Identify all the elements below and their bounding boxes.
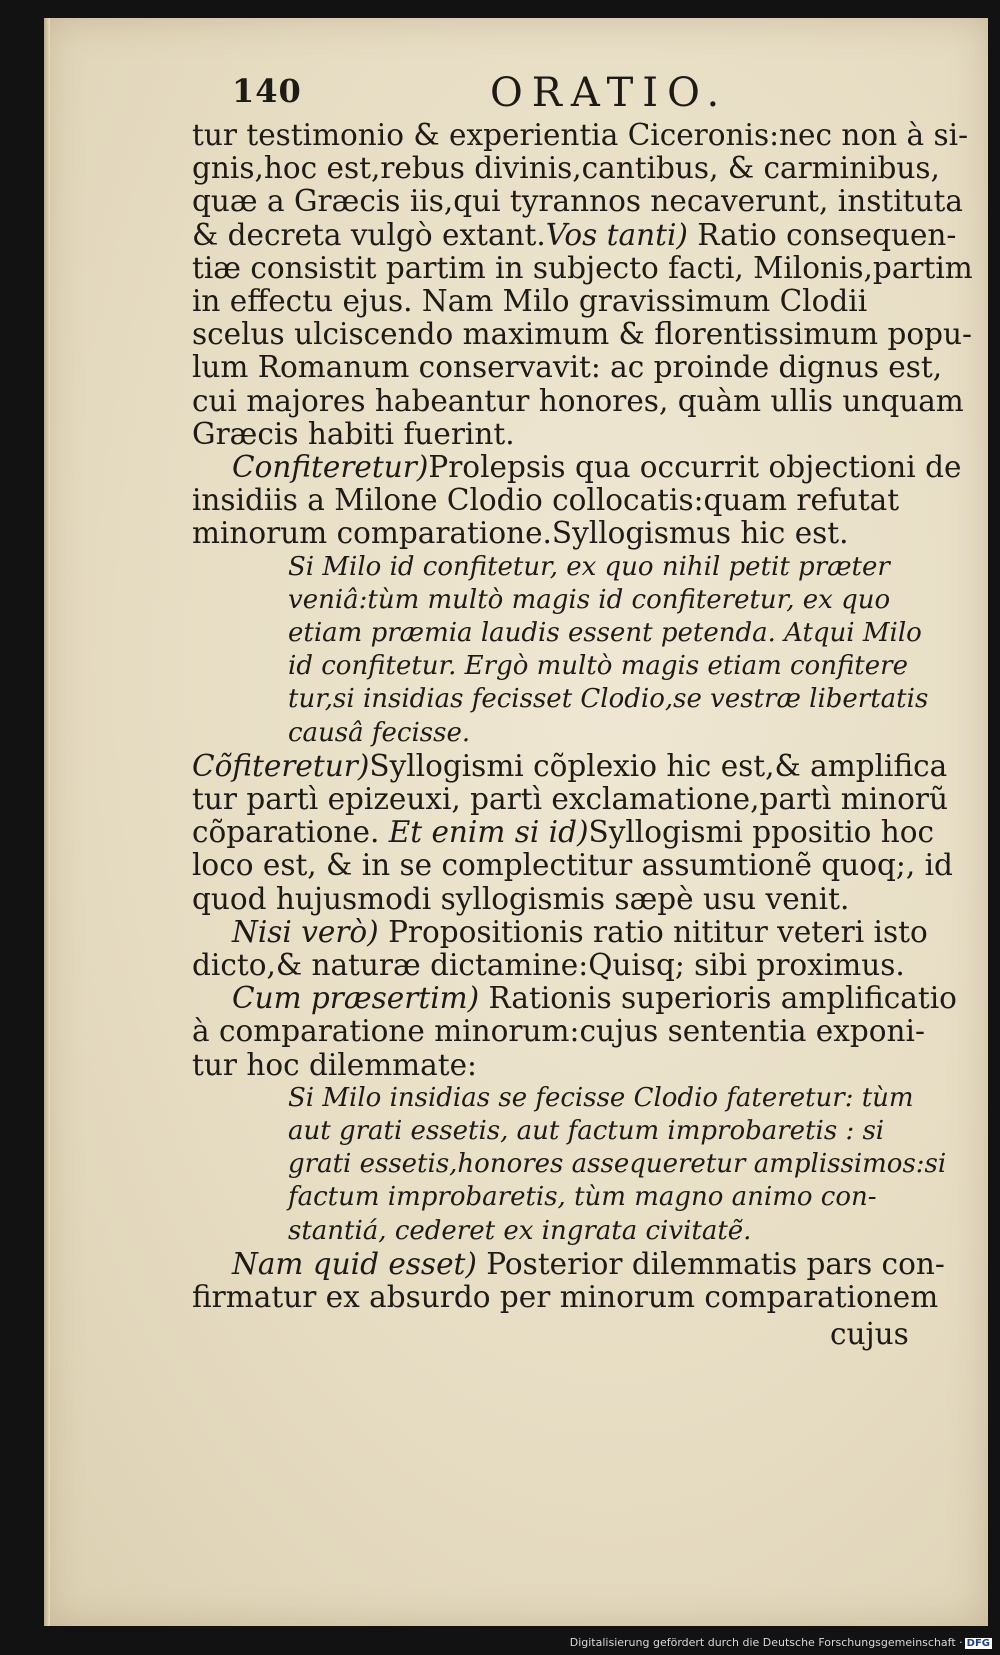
text-line (192, 350, 942, 384)
line-text-rest: Propositionis ratio nititur veteri isto (378, 914, 928, 949)
text-line (192, 848, 953, 882)
line-text: Si Milo insidias se fecisse Clodio fateretur: tùm (288, 1082, 914, 1113)
line-text: & decreta vulgò extant. (192, 217, 546, 252)
text-line (192, 417, 515, 451)
lemma: Cõfiteretur) (192, 748, 370, 783)
quoted-line (288, 649, 908, 683)
line-text: Græcis habiti fuerint. (192, 416, 515, 451)
line-text: tur,si insidias fecisset Clodio,se vestræ libertatis (288, 684, 929, 715)
line-text: grati essetis,honores assequeretur amplissimos:si (288, 1149, 947, 1180)
line-text: Si Milo id confitetur, ex quo nihil petit præter (288, 551, 890, 582)
quoted-line (288, 1180, 877, 1214)
text-line (192, 516, 849, 550)
text-line (192, 284, 867, 318)
text-line (232, 450, 961, 484)
text-line (192, 218, 956, 252)
line-text: aut grati essetis, aut factum improbaretis : si (288, 1116, 885, 1146)
page-gutter (44, 18, 50, 1626)
text-line (192, 251, 973, 285)
text-line (232, 1247, 945, 1281)
text-line (232, 915, 928, 949)
page-header (150, 70, 910, 120)
line-text: in effectu ejus. Nam Milo gravissimum Clodii (192, 284, 868, 318)
text-line (192, 118, 968, 152)
credit-text: Digitalisierung gefördert durch die Deutsche Forschungsgemeinschaft · (569, 1636, 963, 1649)
line-text-rest: Rationis superioris amplificatio (479, 981, 957, 1016)
line-text: firmatur ex absurdo per minorum comparationem (192, 1280, 939, 1314)
line-text-rest: Syllogismi ppositio hoc (588, 815, 935, 850)
line-text: cui majores habeantur honores, quàm ullis unquam (192, 383, 964, 418)
quoted-line (288, 616, 922, 650)
line-text: causâ fecisse. (288, 717, 471, 748)
line-text-rest: Prolepsis qua occurrit objectioni de (428, 450, 962, 484)
line-text: id confitetur. Ergò multò magis etiam confitere (288, 651, 908, 682)
quoted-line (288, 716, 470, 750)
quoted-line (288, 1081, 914, 1115)
line-text: cõparatione. (192, 815, 380, 850)
line-text-rest: Syllogismi cõplexio hic est,& amplifica (369, 748, 948, 783)
line-text: minorum comparatione.Syllogismus hic est. (192, 516, 849, 551)
running-head: ORATIO. (490, 70, 729, 116)
line-text: dicto,& naturæ dictamine:Quisq; sibi proximus. (192, 948, 905, 982)
line-text: insidiis a Milone Clodio collocatis:quam refutat (192, 483, 900, 518)
text-line (192, 151, 940, 185)
line-text: tiæ consistit partim in subjecto facti, Milonis,partim (192, 250, 973, 285)
line-text: loco est, & in se complectitur assumtionẽ quoq;, id (192, 848, 953, 883)
text-line (192, 384, 964, 418)
line-text: etiam præmia laudis essent petenda. Atqui Milo (288, 618, 922, 648)
quoted-line (288, 1214, 751, 1248)
quoted-line (288, 1114, 884, 1148)
page-text (150, 0, 973, 1608)
text-line (192, 184, 963, 218)
quoted-line (288, 550, 890, 584)
lemma: Cum præsertim) (232, 981, 480, 1016)
text-line (192, 317, 972, 351)
dfg-logo: DFG (966, 1638, 990, 1649)
line-text: stantiá, cederet ex ingrata civitatẽ. (288, 1215, 752, 1246)
quoted-line (288, 682, 928, 716)
line-text: lum Romanum conservavit: ac proinde dignus est, (192, 350, 943, 385)
quoted-line (288, 583, 890, 617)
text-line (192, 948, 905, 982)
lemma: Nam quid esset) (232, 1246, 477, 1281)
line-text: scelus ulciscendo maximum & florentissimum popu- (192, 317, 973, 352)
lemma: Vos tanti) (545, 217, 688, 252)
line-text: à comparatione minorum:cujus sententia exponi- (192, 1014, 925, 1049)
lemma: Nisi verò) (232, 914, 379, 949)
line-text: factum improbaretis, tùm magno animo con- (288, 1182, 877, 1213)
text-line (192, 1014, 925, 1048)
line-text: tur testimonio & experientia Ciceronis:nec non à si- (192, 118, 969, 152)
line-text-rest: Ratio consequen- (687, 217, 957, 252)
text-line (192, 782, 948, 816)
page-number: 140 (232, 72, 302, 110)
line-text: quod hujusmodi syllogismis sæpè usu venit. (192, 881, 850, 916)
catchword: cujus (830, 1317, 909, 1352)
text-line (192, 483, 899, 517)
line-text: gnis,hoc est,rebus divinis,cantibus, & carminibus, (192, 151, 940, 186)
line-text: tur partì epizeuxi, partì exclamatione,partì minorũ (192, 782, 949, 816)
quoted-line (288, 1147, 946, 1181)
text-line (192, 749, 947, 783)
digitization-credit (570, 1636, 992, 1649)
lemma: Confiteretur) (232, 450, 429, 484)
text-line (192, 815, 934, 849)
text-line (232, 981, 957, 1015)
line-text-rest: Posterior dilemmatis pars con- (476, 1246, 945, 1281)
text-line (192, 1048, 477, 1082)
line-text: veniâ:tùm multò magis id confiteretur, ex quo (288, 584, 891, 615)
text-line (192, 882, 849, 916)
line-text: tur hoc dilemmate: (192, 1047, 477, 1082)
line-text: quæ a Græcis iis,qui tyrannos necaverunt, instituta (192, 184, 963, 219)
text-line (192, 1280, 938, 1314)
lemma: Et enim si id) (379, 815, 589, 850)
